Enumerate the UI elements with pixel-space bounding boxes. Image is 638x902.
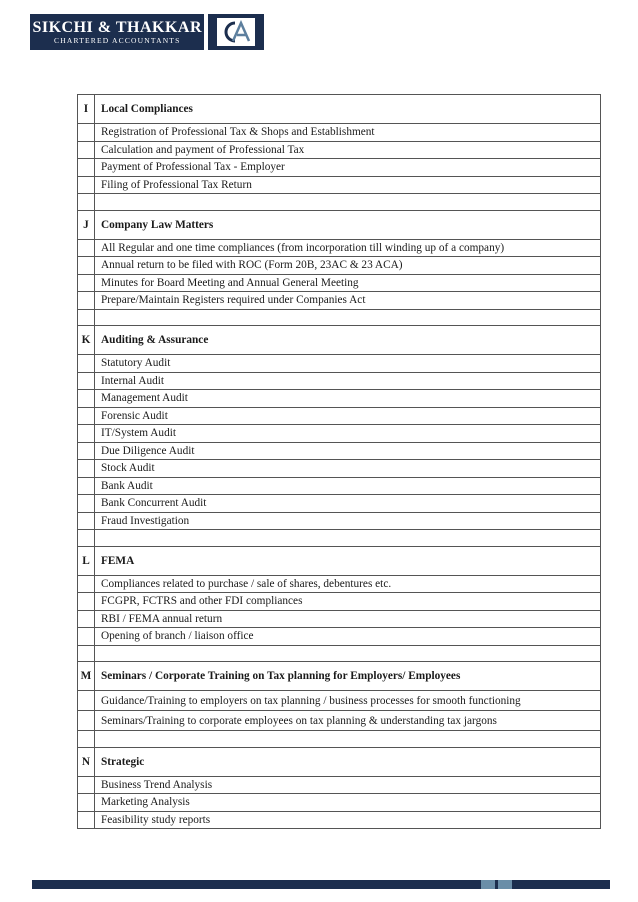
table-row — [78, 575, 601, 593]
section-heading-row — [78, 747, 601, 776]
service-item: Statutory Audit — [95, 355, 601, 373]
service-item: Fraud Investigation — [95, 512, 601, 530]
table-row — [78, 372, 601, 390]
section-title: Strategic — [95, 747, 601, 776]
spacer-cell — [78, 194, 95, 211]
row-letter-cell — [78, 355, 95, 373]
table-row — [78, 794, 601, 812]
footer-bar — [32, 880, 610, 889]
table-row — [78, 495, 601, 513]
spacer-cell — [95, 645, 601, 662]
table-row — [78, 460, 601, 478]
service-item: All Regular and one time compliances (from incorporation till winding up of a company) — [95, 239, 601, 257]
spacer-cell — [95, 194, 601, 211]
table-row — [78, 355, 601, 373]
section-heading-row — [78, 546, 601, 575]
row-letter-cell — [78, 239, 95, 257]
section-heading-row — [78, 95, 601, 124]
spacer-row — [78, 645, 601, 662]
row-letter-cell — [78, 691, 95, 711]
service-item: Minutes for Board Meeting and Annual General Meeting — [95, 274, 601, 292]
table-row — [78, 811, 601, 829]
table-row — [78, 274, 601, 292]
table-row — [78, 159, 601, 177]
row-letter-cell — [78, 425, 95, 443]
spacer-cell — [95, 309, 601, 326]
service-item: Payment of Professional Tax - Employer — [95, 159, 601, 177]
service-item: Annual return to be filed with ROC (Form 20B, 23AC & 23 ACA) — [95, 257, 601, 275]
service-item: FCGPR, FCTRS and other FDI compliances — [95, 593, 601, 611]
services-table-body — [78, 95, 601, 829]
table-row — [78, 292, 601, 310]
table-row — [78, 425, 601, 443]
service-item: Internal Audit — [95, 372, 601, 390]
table-row — [78, 239, 601, 257]
spacer-row — [78, 530, 601, 547]
section-letter: M — [78, 662, 95, 691]
table-row — [78, 176, 601, 194]
section-heading-row — [78, 210, 601, 239]
service-item: Calculation and payment of Professional Tax — [95, 141, 601, 159]
row-letter-cell — [78, 811, 95, 829]
section-title: Seminars / Corporate Training on Tax planning for Employers/ Employees — [95, 662, 601, 691]
ca-mark-graphic — [219, 20, 253, 44]
ca-logo-icon — [208, 14, 264, 50]
service-item: IT/System Audit — [95, 425, 601, 443]
spacer-cell — [78, 645, 95, 662]
section-letter: I — [78, 95, 95, 124]
row-letter-cell — [78, 575, 95, 593]
table-row — [78, 711, 601, 731]
service-item: Feasibility study reports — [95, 811, 601, 829]
service-item: Business Trend Analysis — [95, 776, 601, 794]
table-row — [78, 512, 601, 530]
table-row — [78, 477, 601, 495]
logo-firm-name: SIKCHI & THAKKAR — [32, 18, 202, 36]
row-letter-cell — [78, 477, 95, 495]
row-letter-cell — [78, 176, 95, 194]
section-title: FEMA — [95, 546, 601, 575]
service-item: Forensic Audit — [95, 407, 601, 425]
spacer-cell — [95, 731, 601, 748]
section-letter: J — [78, 210, 95, 239]
section-letter: L — [78, 546, 95, 575]
service-item: Stock Audit — [95, 460, 601, 478]
row-letter-cell — [78, 460, 95, 478]
service-item: Opening of branch / liaison office — [95, 628, 601, 646]
row-letter-cell — [78, 390, 95, 408]
section-heading-row — [78, 662, 601, 691]
service-item: RBI / FEMA annual return — [95, 610, 601, 628]
row-letter-cell — [78, 372, 95, 390]
row-letter-cell — [78, 292, 95, 310]
service-item: Seminars/Training to corporate employees on tax planning & understanding tax jargons — [95, 711, 601, 731]
table-row — [78, 390, 601, 408]
firm-logo — [30, 14, 264, 50]
row-letter-cell — [78, 711, 95, 731]
section-letter: K — [78, 326, 95, 355]
table-row — [78, 124, 601, 142]
spacer-cell — [78, 309, 95, 326]
row-letter-cell — [78, 257, 95, 275]
table-row — [78, 407, 601, 425]
row-letter-cell — [78, 407, 95, 425]
service-item: Prepare/Maintain Registers required under Companies Act — [95, 292, 601, 310]
service-item: Compliances related to purchase / sale of shares, debentures etc. — [95, 575, 601, 593]
spacer-row — [78, 731, 601, 748]
table-row — [78, 610, 601, 628]
table-row — [78, 593, 601, 611]
spacer-cell — [78, 731, 95, 748]
row-letter-cell — [78, 610, 95, 628]
logo-text-block — [30, 14, 206, 50]
services-table — [77, 94, 601, 829]
row-letter-cell — [78, 141, 95, 159]
service-item: Guidance/Training to employers on tax planning / business processes for smooth functioning — [95, 691, 601, 711]
service-item: Due Diligence Audit — [95, 442, 601, 460]
service-item: Bank Concurrent Audit — [95, 495, 601, 513]
table-row — [78, 141, 601, 159]
table-row — [78, 691, 601, 711]
row-letter-cell — [78, 628, 95, 646]
section-heading-row — [78, 326, 601, 355]
section-title: Local Compliances — [95, 95, 601, 124]
spacer-cell — [78, 530, 95, 547]
footer-accent-2 — [498, 880, 512, 889]
spacer-cell — [95, 530, 601, 547]
section-title: Company Law Matters — [95, 210, 601, 239]
section-letter: N — [78, 747, 95, 776]
spacer-row — [78, 309, 601, 326]
row-letter-cell — [78, 442, 95, 460]
table-row — [78, 776, 601, 794]
row-letter-cell — [78, 495, 95, 513]
table-row — [78, 257, 601, 275]
footer-accent-1 — [481, 880, 495, 889]
row-letter-cell — [78, 512, 95, 530]
section-title: Auditing & Assurance — [95, 326, 601, 355]
service-item: Management Audit — [95, 390, 601, 408]
row-letter-cell — [78, 776, 95, 794]
service-item: Registration of Professional Tax & Shops and Establishment — [95, 124, 601, 142]
table-row — [78, 628, 601, 646]
table-row — [78, 442, 601, 460]
service-item: Marketing Analysis — [95, 794, 601, 812]
spacer-row — [78, 194, 601, 211]
service-item: Bank Audit — [95, 477, 601, 495]
row-letter-cell — [78, 794, 95, 812]
row-letter-cell — [78, 274, 95, 292]
logo-subtitle: CHARTERED ACCOUNTANTS — [54, 35, 181, 45]
row-letter-cell — [78, 593, 95, 611]
row-letter-cell — [78, 124, 95, 142]
service-item: Filing of Professional Tax Return — [95, 176, 601, 194]
row-letter-cell — [78, 159, 95, 177]
